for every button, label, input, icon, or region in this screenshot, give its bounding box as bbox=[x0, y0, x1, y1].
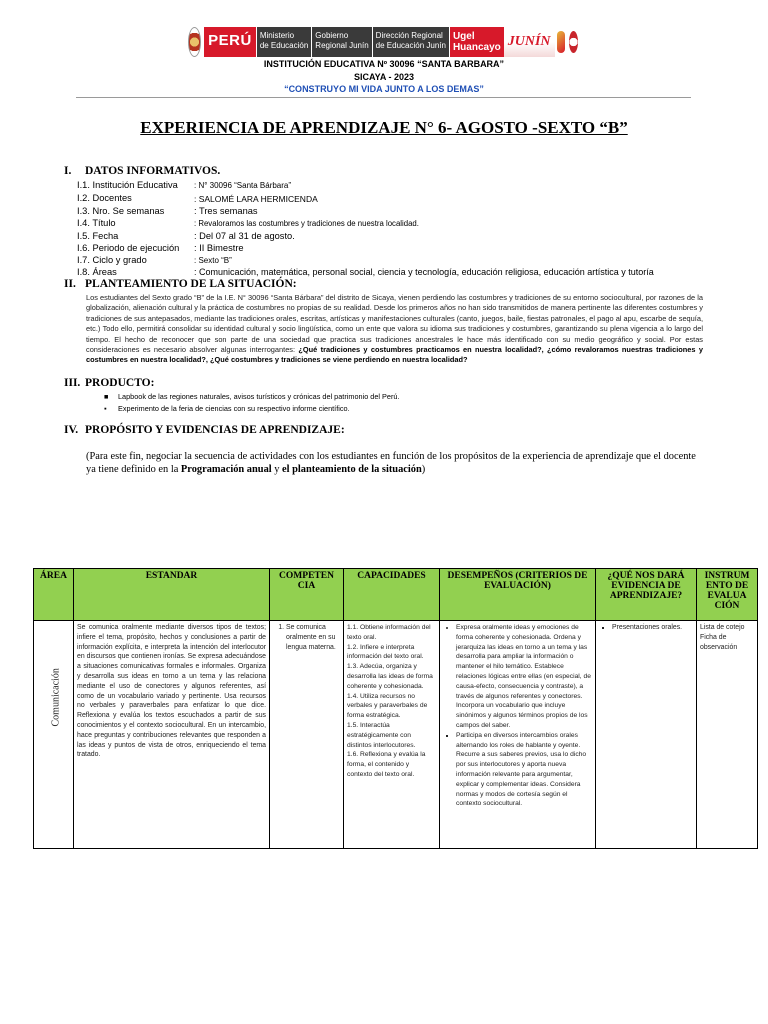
situation-paragraph: Los estudiantes del Sexto grado “B” de la I.E. N° 30096 “Santa Bárbara” del distrito de Sicaya, vienen perdiendo las costumbres y tradiciones de su entorno sociocultural, por razones de la globalización, alienación cultural y la práctica de costumbres no propias de su realidad. Desde los primeros años no han sido transmitidos de manera pertinente las diferentes costumbres y tradiciones de sus antepasados, mediante las tradiciones orales, escritas, artísticas y manifestaciones culturales (canto, juegos, baile, fiestas patronales, el pago al apu, escarbe de sequía, etc.) Todo ello, permitirá consolidar su identidad cultural y socio lingüística, como un ente que valora su idioma sus tradiciones y costumbres, garantizando su plena vigencia a lo largo del tiempo. El hecho de reconocer que son parte de una sociedad que practica sus tradiciones ancestrales le hace más identificado con su medio geográfico y social. Por estas consideraciones es necesario absolver algunas interrogantes: ¿Qué tradiciones y costumbres practicamos en nuestra localidad?, ¿cómo revaloramos nuestras tradiciones y costumbres en nuestra localidad?, ¿Qué costumbres y tradiciones se viene perdiendo en nuestra localidad? bbox=[86, 293, 703, 365]
area-label: Comunicación bbox=[50, 668, 62, 727]
column-header-competencia: COMPETEN CIA bbox=[270, 569, 344, 621]
area-cell bbox=[34, 621, 74, 849]
list-item: 1.1. Obtiene información del texto oral. bbox=[347, 624, 431, 641]
list-item: ▪ Presentaciones orales. bbox=[612, 623, 693, 633]
header-divider bbox=[76, 97, 691, 98]
column-header-evidencia: ¿QUÉ NOS DARÁ EVIDENCIA DE APRENDIZAJE? bbox=[596, 569, 697, 621]
gobierno-logo: Gobierno Regional Junín bbox=[311, 27, 371, 57]
list-item: ▪ Experimento de la feria de ciencias con su respectivo informe científico. bbox=[104, 404, 350, 413]
instrumento-cell: Lista de cotejo Ficha de observación bbox=[697, 621, 758, 849]
ugel-logo: Ugel Huancayo bbox=[449, 27, 504, 57]
list-item: • Expresa oralmente ideas y emociones de forma coherente y cohesionada. Ordena y jerarquiza las ideas en torno a un tema y las desarrolla para ampliar la información o mantener el hilo temático. Establece relaciones lógicas entre ellas (en especial, de causa-efecto, consecuencia y contraste), a través de algunos referentes y conectores. Incorpora un vocabulario que incluye sinónimos y algunos términos propios de los campos del saber. bbox=[456, 623, 592, 731]
institution-name: INSTITUCIÓN EDUCATIVA Nº 30096 “SANTA BARBARA” bbox=[263, 59, 505, 69]
desempenos-list bbox=[443, 623, 592, 809]
list-item: ■ Lapbook de las regiones naturales, avisos turísticos y crónicas del patrimonio del Perú. bbox=[104, 392, 400, 401]
ministerio-logo: Ministerio de Educación bbox=[256, 27, 311, 57]
list-item: 1.3. Adecúa, organiza y desarrolla las ideas de forma coherente y cohesionada. bbox=[347, 663, 433, 690]
column-header-estandar: ESTANDAR bbox=[74, 569, 270, 621]
column-header-instrumento: INSTRUM ENTO DE EVALUA CIÓN bbox=[697, 569, 758, 621]
junin-logo: JUNÍN bbox=[504, 27, 555, 57]
section-2-heading: II. PLANTEAMIENTO DE LA SITUACIÓN: bbox=[64, 278, 297, 290]
evidencia-list bbox=[599, 623, 693, 633]
column-header-capacidades: CAPACIDADES bbox=[344, 569, 440, 621]
curriculum-table bbox=[33, 568, 758, 849]
list-item: 1.4. Utiliza recursos no verbales y paraverbales de forma estratégica. bbox=[347, 692, 428, 720]
table-row bbox=[34, 621, 758, 849]
list-item: 1.2. Infiere e interpreta información del texto oral. bbox=[347, 643, 424, 661]
school-emblem-icon bbox=[569, 31, 578, 53]
direccion-logo: Dirección Regional de Educación Junín bbox=[372, 27, 449, 57]
desempenos-cell bbox=[440, 621, 596, 849]
list-item: 1. Se comunica oralmente en su lengua materna. bbox=[286, 623, 340, 652]
evidencia-cell bbox=[596, 621, 697, 849]
column-header-area: ÁREA bbox=[34, 569, 74, 621]
location-year: SICAYA - 2023 bbox=[353, 72, 415, 82]
situation-questions: ¿Qué tradiciones y costumbres practicamos en nuestra localidad?, ¿cómo revaloramos nuestras tradiciones y costumbres en nuestra localidad?, ¿Qué costumbres y tradiciones se viene perdiendo en nuestra localidad? bbox=[86, 345, 703, 365]
product-list bbox=[104, 391, 400, 415]
section-4-heading: IV. PROPÓSITO Y EVIDENCIAS DE APRENDIZAJE: bbox=[64, 424, 345, 436]
capacidades-cell bbox=[344, 621, 440, 849]
peru-coat-of-arms-icon bbox=[188, 27, 201, 57]
table-header-row bbox=[34, 569, 758, 621]
header-logo-bar bbox=[188, 27, 580, 57]
regional-emblem-icon bbox=[557, 31, 566, 53]
list-item: 1.5. Interactúa estratégicamente con distintos interlocutores. bbox=[347, 721, 416, 749]
estandar-cell: Se comunica oralmente mediante diversos tipos de textos; infiere el tema, propósito, hechos y conclusiones a partir de información explícita, e interpreta la intención del interlocutor en discursos que contienen ironías. Se expresa adecuándose a situaciones comunicativas formales e informales. Organiza y desarrolla sus ideas en torno a un tema y las relaciona mediante el uso de conectores y algunos referentes, así como de un vocabulario variado y pertinente. Usa recursos no verbales y paraverbales para enfatizar lo que dice. Reflexiona y evalúa los textos escuchados a partir de sus conocimientos y el contexto sociocultural. En un intercambio, hace preguntas y contribuciones relevantes que responden a las ideas y puntos de vista de otros, enriqueciendo el tema tratado. bbox=[74, 621, 270, 849]
school-motto: “CONSTRUYO MI VIDA JUNTO A LOS DEMAS” bbox=[284, 84, 484, 94]
competencia-list bbox=[273, 623, 340, 652]
peru-logo: PERÚ bbox=[204, 27, 256, 57]
list-item: 1.6. Reflexiona y evalúa la forma, el contenido y contexto del texto oral. bbox=[347, 751, 426, 778]
column-header-desempenos: DESEMPEÑOS (CRITERIOS DE EVALUACIÓN) bbox=[440, 569, 596, 621]
section-3-heading: III. PRODUCTO: bbox=[64, 377, 155, 389]
section-4-intro: (Para este fin, negociar la secuencia de actividades con los estudiantes en función de los propósitos de la experiencia de aprendizaje que el docente ya tiene definido en la Programación anual y el planteamiento de la situación) bbox=[86, 451, 696, 475]
section-1-heading: I. DATOS INFORMATIVOS. bbox=[64, 165, 221, 177]
list-item: ▪ Participa en diversos intercambios orales alternando los roles de hablante y oyente. Recurre a sus saberes previos, usa lo dicho por sus interlocutores y aporta nueva información relevante para argumentar, explicar y complementar ideas. Considera normas y modos de cortesía según el contexto sociocultural. bbox=[456, 731, 592, 809]
page-title: EXPERIENCIA DE APRENDIZAJE N° 6- AGOSTO -SEXTO “B” bbox=[140, 118, 628, 137]
competencia-cell bbox=[270, 621, 344, 849]
